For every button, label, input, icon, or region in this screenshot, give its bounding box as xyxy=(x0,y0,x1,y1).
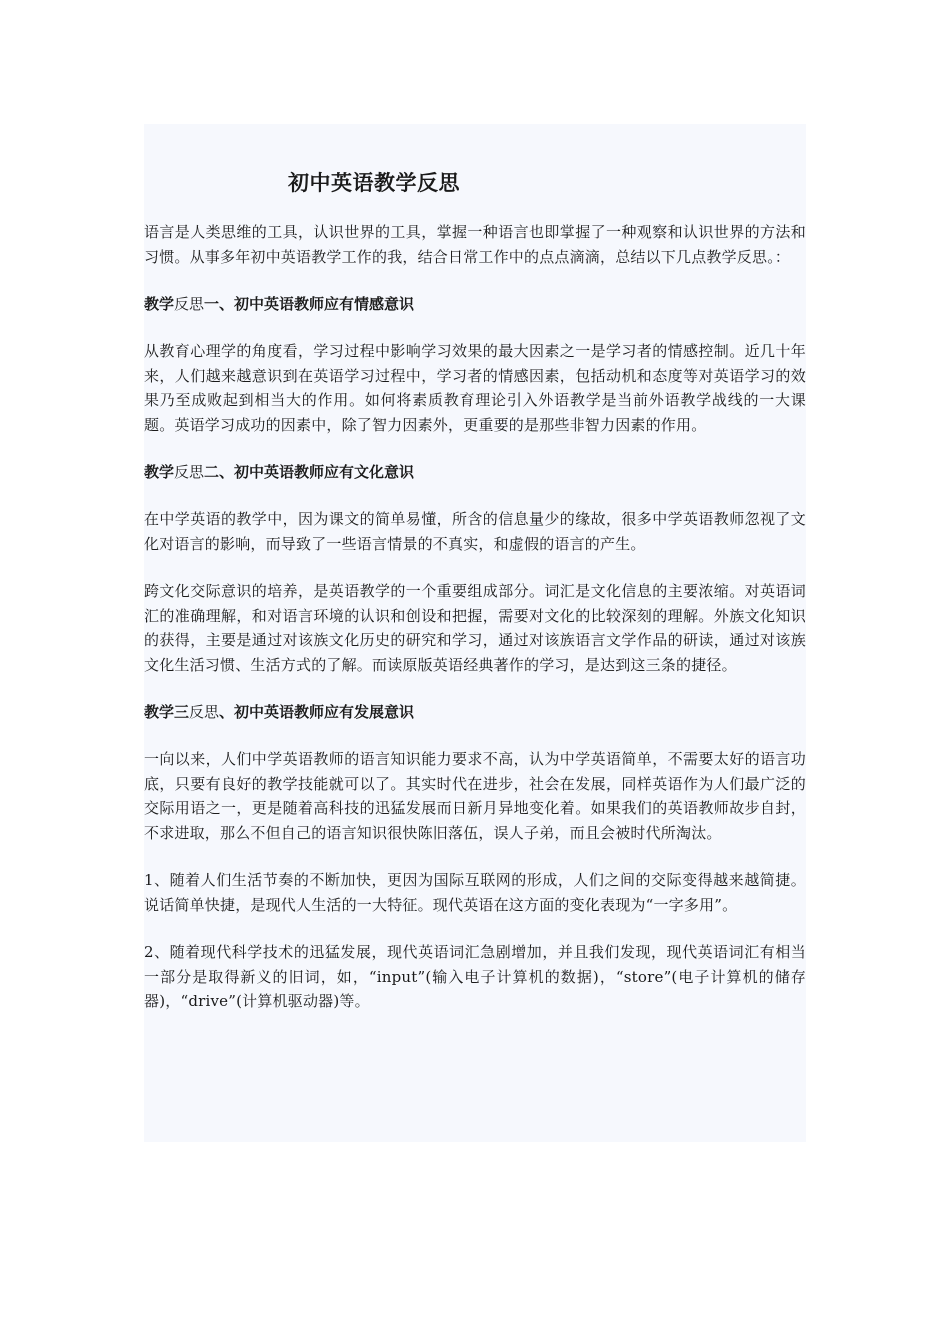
document-body xyxy=(144,124,806,1142)
page-title: 初中英语教学反思 xyxy=(288,170,460,195)
section-heading-1-part-c: 一、初中英语教师应有情感意识 xyxy=(204,295,415,313)
section-3-paragraph-1: 一向以来，人们中学英语教师的语言知识能力要求不高，认为中学英语简单，不需要太好的语言功底，只要有良好的教学技能就可以了。其实时代在进步，社会在发展，同样英语作为人们最广泛的交际用语之一，更是随着高科技的迅猛发展而日新月异地变化着。如果我们的英语教师故步自封，不求进取，那么不但自己的语言知识很快陈旧落伍，误人子弟，而且会被时代所淘汰。 xyxy=(144,750,806,842)
section-heading-2-part-b: 反思 xyxy=(174,463,205,481)
section-2-paragraph-2: 跨文化交际意识的培养，是英语教学的一个重要组成部分。词汇是文化信息的主要浓缩。对英语词汇的准确理解，和对语言环境的认识和创设和把握，需要对文化的比较深刻的理解。外族文化知识的获得，主要是通过对该族文化历史的研究和学习，通过对该族语言文学作品的研读，通过对该族文化生活习惯、生活方式的了解。而读原版英语经典著作的学习，是达到这三条的捷径。 xyxy=(144,582,806,674)
section-heading-3-part-b: 反思 xyxy=(189,703,220,721)
section-heading-3-part-a: 教学三 xyxy=(144,703,190,721)
section-heading-1 xyxy=(144,292,806,316)
section-2-paragraph-1: 在中学英语的教学中，因为课文的简单易懂，所含的信息量少的缘故，很多中学英语教师忽视了文化对语言的影响，而导致了一些语言情景的不真实，和虚假的语言的产生。 xyxy=(144,510,806,553)
intro-paragraph: 语言是人类思维的工具，认识世界的工具，掌握一种语言也即掌握了一种观察和认识世界的方法和习惯。从事多年初中英语教学工作的我，结合日常工作中的点点滴滴，总结以下几点教学反思。： xyxy=(144,223,806,266)
section-heading-2-part-a: 教学 xyxy=(144,463,175,481)
section-heading-3 xyxy=(144,700,806,724)
section-heading-1-part-b: 反思 xyxy=(174,295,205,313)
section-heading-2-part-c: 二、初中英语教师应有文化意识 xyxy=(204,463,415,481)
section-3-paragraph-3: 2、随着现代科学技术的迅猛发展，现代英语词汇急剧增加，并且我们发现，现代英语词汇有相当一部分是取得新义的旧词，如，“input”(输入电子计算机的数据)，“store”(电子计算机的储存器)，“drive”(计算机驱动器)等。 xyxy=(144,943,806,1010)
section-1-paragraph-1: 从教育心理学的角度看，学习过程中影响学习效果的最大因素之一是学习者的情感控制。近几十年来，人们越来越意识到在英语学习过程中，学习者的情感因素，包括动机和态度等对英语学习的效果乃至成败起到相当大的作用。如何将素质教育理论引入外语教学是当前外语教学战线的一大课题。英语学习成功的因素中，除了智力因素外，更重要的是那些非智力因素的作用。 xyxy=(144,342,806,434)
section-heading-3-part-c: 、初中英语教师应有发展意识 xyxy=(219,703,415,721)
section-3-paragraph-2: 1、随着人们生活节奏的不断加快，更因为国际互联网的形成，人们之间的交际变得越来越简捷。说话简单快捷，是现代人生活的一大特征。现代英语在这方面的变化表现为“一字多用”。 xyxy=(144,871,806,914)
section-heading-2 xyxy=(144,460,806,484)
section-heading-1-part-a: 教学 xyxy=(144,295,175,313)
